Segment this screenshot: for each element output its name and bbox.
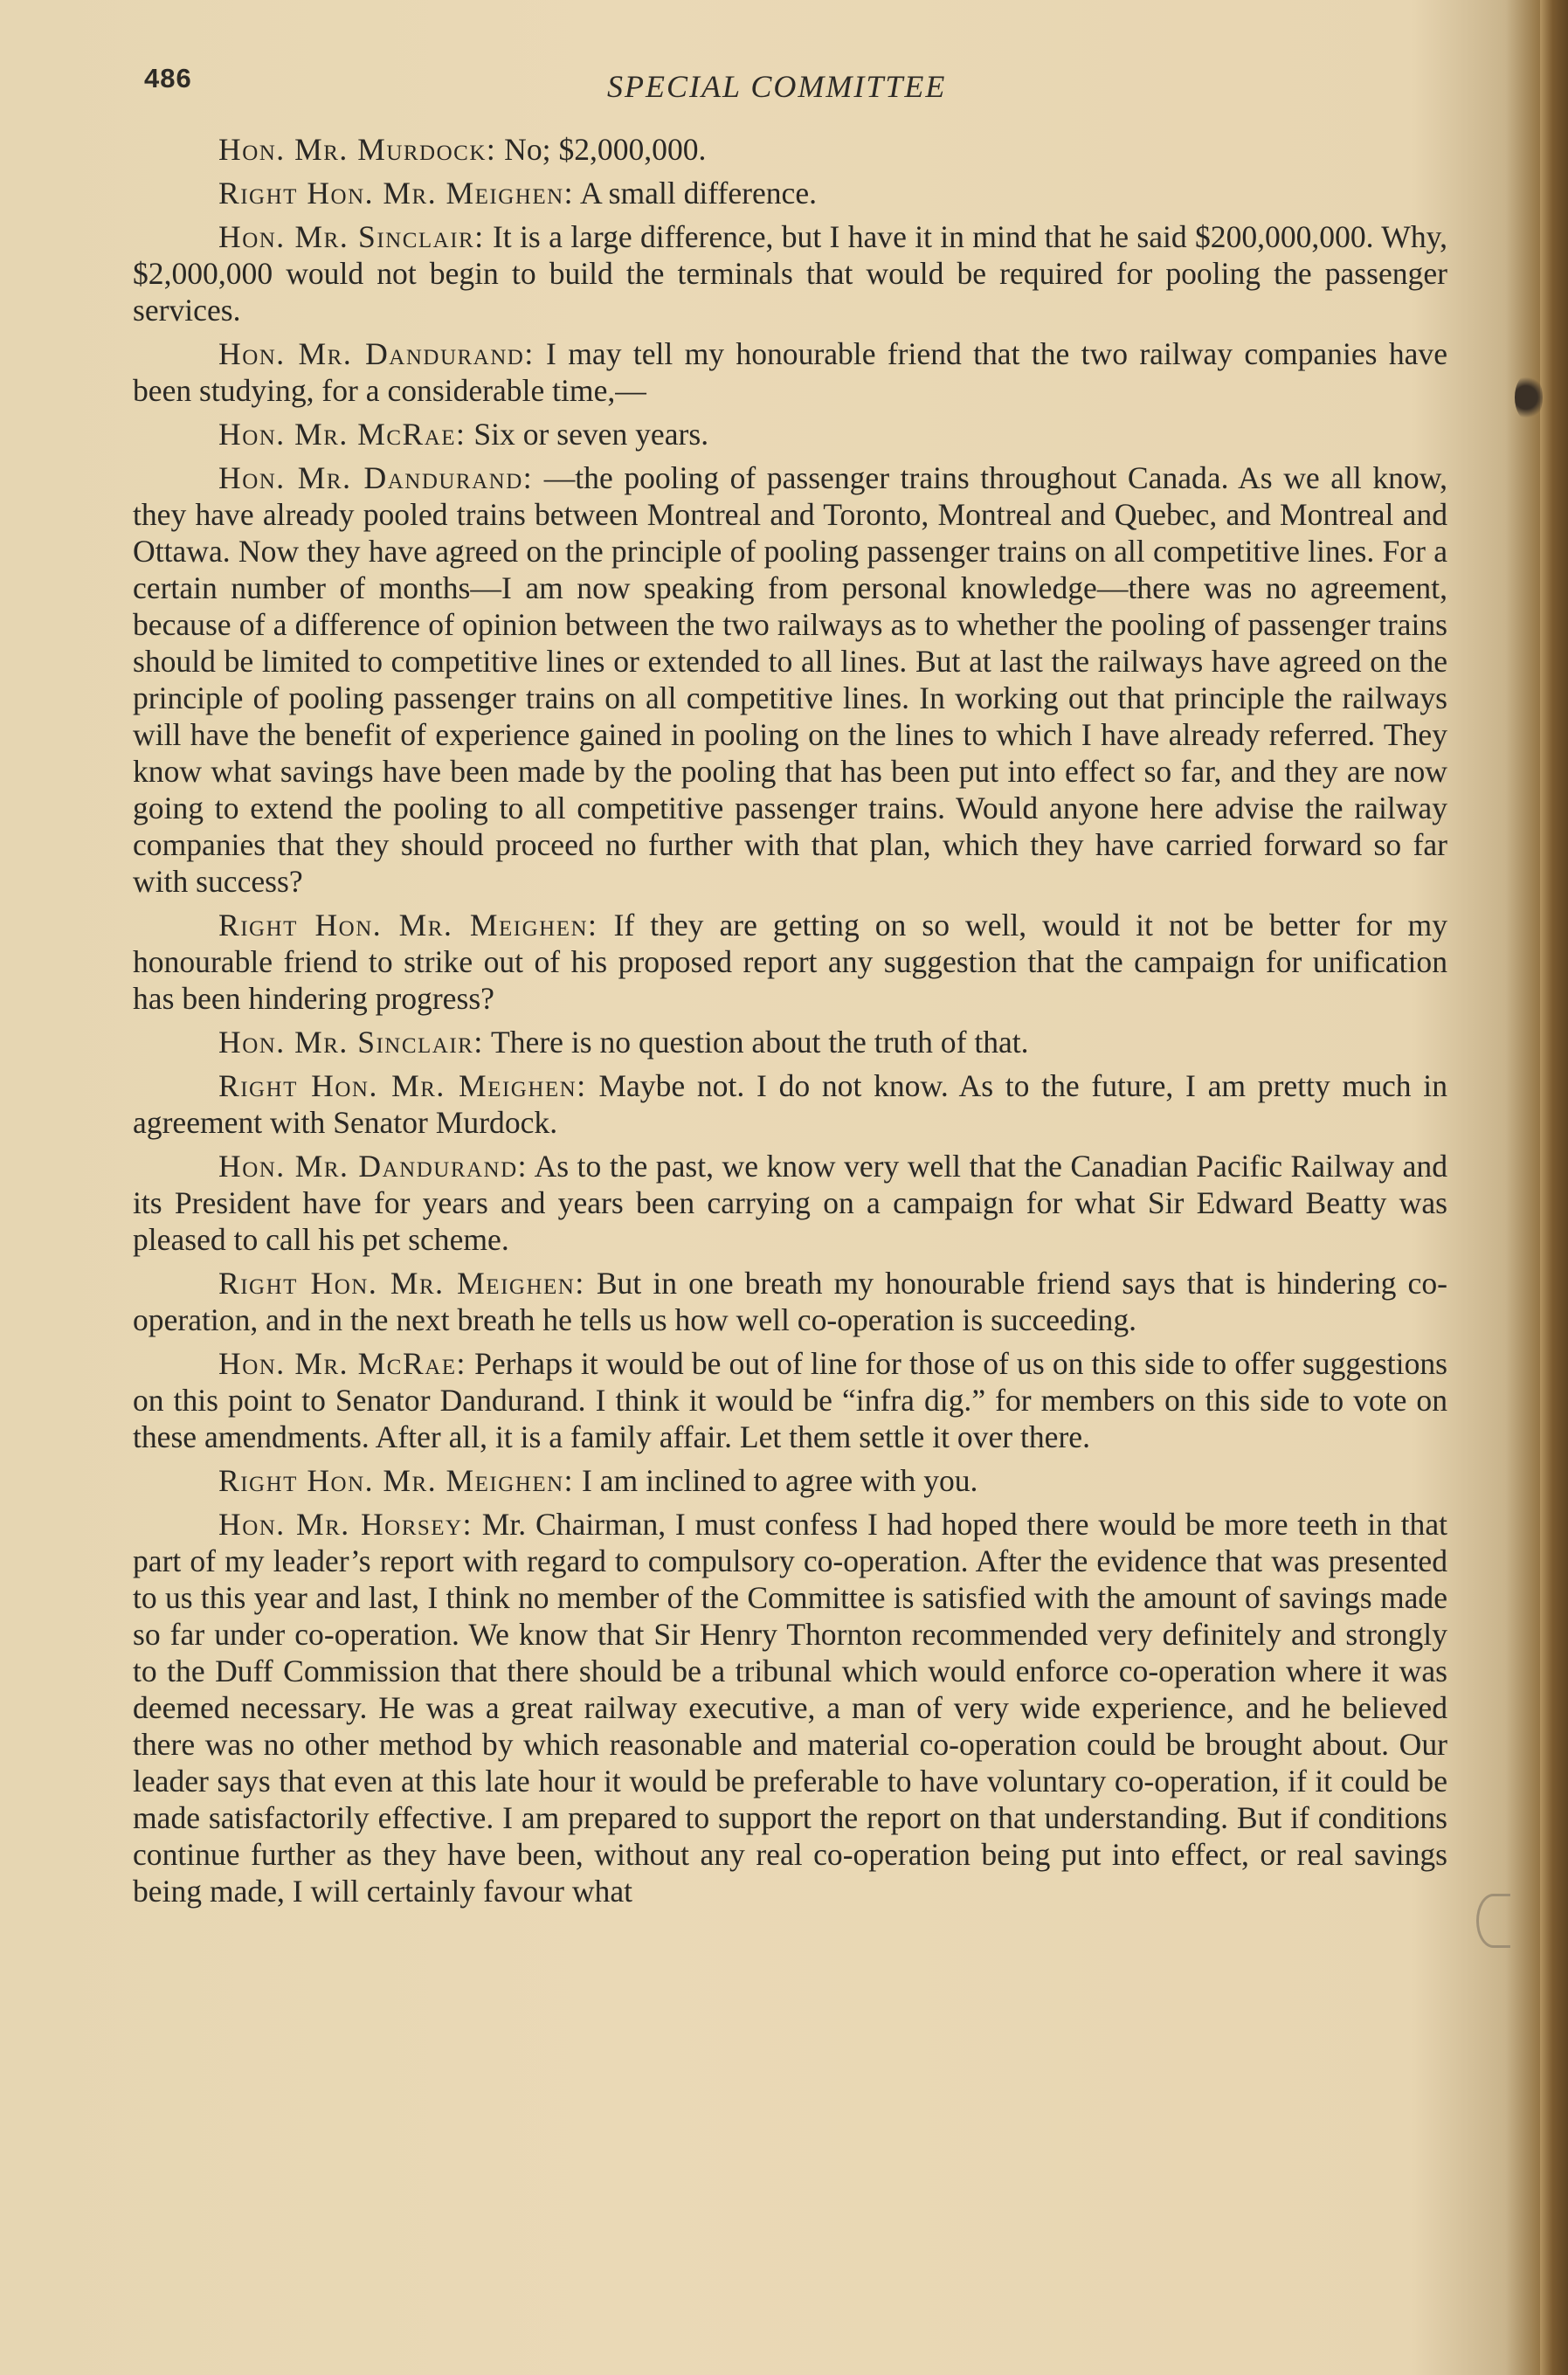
speaker-name: Hon. Mr. McRae: [218,417,466,452]
page-number: 486 [144,63,192,93]
speaker-name: Hon. Mr. Dandurand: [218,460,534,495]
speech-text: Six or seven years. [466,417,709,452]
speech-text: No; $2,000,000. [496,132,707,167]
speech-text: Mr. Chairman, I must confess I had hoped there would be more teeth in that part of my leader’s report with regard to compulsory co-operation. After the evidence that was presented to us this year and last, I think no member of the Committee is satisfied with the amount of savings made so far under co-operation. We know that Sir Henry Thornton recommended very definitely and strongly to the Duff Commission that there should be a tribunal which would enforce co-operation where it was deemed necessary. He was a great railway executive, a man of very wide experience, and he believed there was no other method by which reasonable and material co-operation could be brought about. Our leader says that even at this late hour it would be preferable to have voluntary co-operation, if it could be made satisfactorily effective. I am prepared to support the report on that understanding. But if conditions continue further as they have been, without any real co-operation being put into effect, or real savings being made, I will certainly favour what [133,1507,1447,1909]
paragraph [133,1265,1447,1338]
speech-text: There is no question about the truth of that. [483,1025,1029,1060]
paragraph [133,907,1447,1017]
speech-text: I am inclined to agree with you. [574,1463,978,1498]
speaker-name: Right Hon. Mr. Meighen: [218,1463,575,1498]
page-header [144,63,1454,115]
speaker-name: Hon. Mr. Sinclair: [218,219,485,254]
paragraph [133,1148,1447,1258]
page-binding-edge [1540,0,1568,2375]
speech-text: Maybe not. I do not know. As to the future, I am pretty much in agreement with Senator Murdock. [133,1068,1447,1140]
speaker-name: Hon. Mr. Murdock: [218,132,497,167]
margin-pencil-mark [1476,1894,1510,1948]
speaker-name: Right Hon. Mr. Meighen: [218,1266,585,1301]
paragraph [133,1462,1447,1499]
speaker-name: Right Hon. Mr. Meighen: [218,1068,587,1103]
speaker-name: Hon. Mr. Sinclair: [218,1025,484,1060]
speech-text: As to the past, we know very well that the Canadian Pacific Railway and its President have for years and years been carrying on a campaign for what Sir Edward Beatty was pleased to call his pet scheme. [133,1149,1448,1257]
paragraph [133,218,1447,328]
speech-text: But in one breath my honourable friend says that is hindering co-operation, and in the next breath he tells us how well co-operation is succeeding. [133,1266,1447,1337]
speech-text: —the pooling of passenger trains throughout Canada. As we all know, they have already pooled trains between Montreal and Toronto, Montreal and Quebec, and Montreal and Ottawa. Now they have agreed on the principle of pooling passenger trains on all competitive lines. For a certain number of months—I am now speaking from personal knowledge—there was no agreement, because of a difference of opinion between the two railways as to whether the pooling of passenger trains should be limited to competitive lines or extended to all lines. But at last the railways have agreed on the principle of pooling passenger trains on all competitive lines. In working out that principle the railways will have the benefit of experience gained in pooling on the lines to which I have already referred. They know what savings have been made by the pooling that has been put into effect so far, and they are now going to extend the pooling to all competitive passenger trains. Would anyone here advise the railway companies that they should proceed no further with that plan, which they have carried forward so far with success? [133,460,1447,899]
paragraph [133,175,1447,211]
paragraph [133,1345,1447,1455]
paragraph [133,416,1447,452]
paragraph [133,1024,1447,1060]
speech-text: Perhaps it would be out of line for those of us on this side to offer suggestions on this point to Senator Dandurand. I think it would be “infra dig.” for members on this side to vote on these amendments. After all, it is a family affair. Let them settle it over there. [133,1346,1447,1454]
speaker-name: Hon. Mr. Dandurand: [218,336,535,371]
paragraph [133,335,1447,409]
speech-text: It is a large difference, but I have it in mind that he said $200,000,000. Why, $2,000,000 would not begin to build the terminals that would be required for pooling the passenger services. [133,219,1447,328]
speaker-name: Hon. Mr. Dandurand: [218,1149,528,1184]
paragraph [133,131,1447,168]
speaker-name: Right Hon. Mr. Meighen: [218,176,575,211]
paragraph [133,1067,1447,1141]
speech-text: A small difference. [574,176,818,211]
paragraph [133,459,1447,900]
text-column [133,131,1447,1916]
speech-text: I may tell my honourable friend that the two railway companies have been studying, for a considerable time,— [133,336,1447,408]
running-head: SPECIAL COMMITTEE [607,69,947,104]
speech-text: If they are getting on so well, would it not be better for my honourable friend to strike out of his proposed report any suggestion that the campaign for unification has been hindering progress? [133,908,1447,1016]
margin-ink-mark [1515,374,1543,421]
paragraph [133,1506,1447,1909]
speaker-name: Hon. Mr. McRae: [218,1346,466,1381]
speaker-name: Hon. Mr. Horsey: [218,1507,473,1542]
speaker-name: Right Hon. Mr. Meighen: [218,908,598,942]
